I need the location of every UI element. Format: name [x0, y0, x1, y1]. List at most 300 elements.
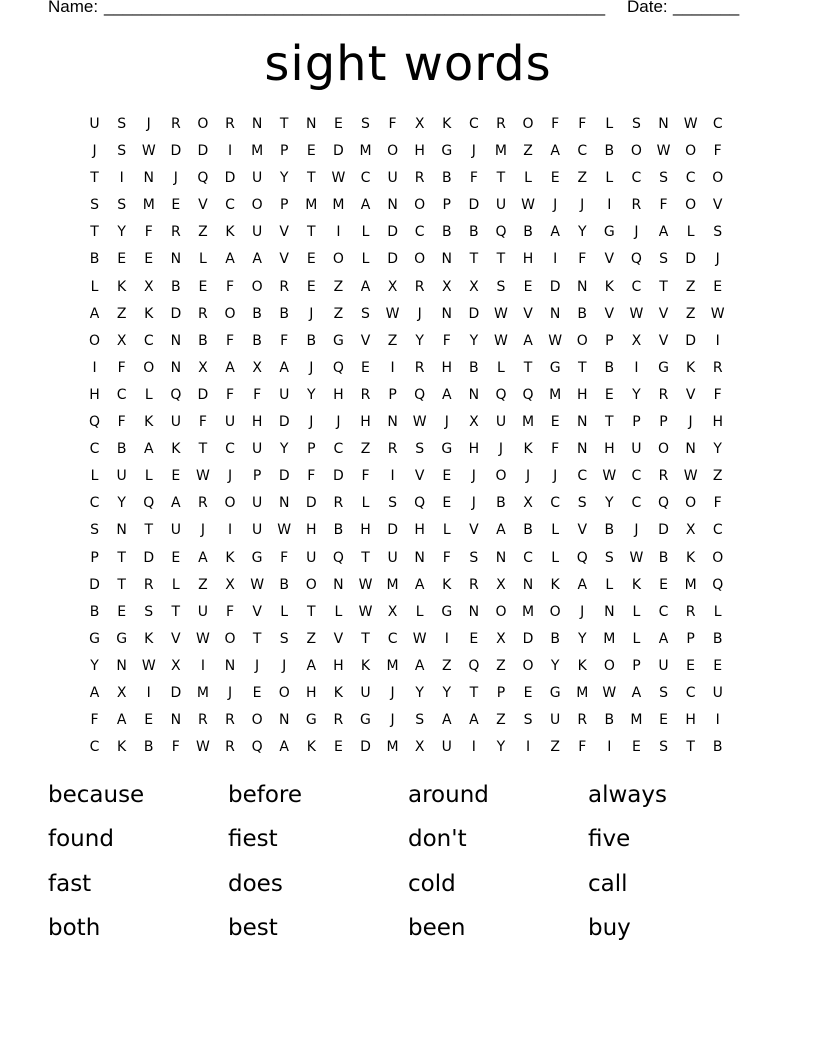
grid-letter: N	[387, 414, 398, 431]
grid-letter: A	[360, 197, 371, 214]
grid-letter: M	[142, 197, 155, 214]
grid-letter: H	[306, 522, 317, 539]
grid-letter: U	[712, 684, 723, 701]
grid-letter: M	[251, 143, 264, 160]
grid-letter: Z	[685, 305, 696, 322]
grid-letter: O	[495, 603, 507, 620]
grid-letter: K	[442, 576, 452, 593]
word-bank-item: found	[48, 826, 114, 853]
grid-letter: I	[607, 739, 612, 756]
grid-letter: J	[309, 414, 314, 431]
grid-letter: K	[550, 576, 560, 593]
grid-letter: J	[498, 441, 504, 458]
grid-letter: B	[604, 522, 615, 539]
grid-letter: U	[306, 549, 317, 566]
grid-letter: S	[361, 116, 370, 132]
grid-letter: O	[414, 197, 426, 214]
grid-letter: E	[171, 197, 181, 214]
grid-letter: H	[468, 441, 480, 458]
grid-letter: Z	[387, 332, 398, 349]
word-bank-item: call	[588, 870, 628, 897]
grid-letter: U	[495, 197, 507, 214]
grid-letter: J	[634, 522, 639, 539]
grid-letter: D	[387, 224, 398, 241]
word-bank-item: both	[48, 914, 101, 941]
grid-letter: B	[604, 143, 615, 160]
grid-letter: N	[387, 197, 398, 214]
grid-letter: C	[116, 386, 127, 403]
word-bank-item: cold	[408, 870, 456, 897]
grid-letter: T	[307, 170, 316, 187]
grid-letter: D	[170, 143, 182, 160]
grid-letter: H	[333, 657, 344, 674]
grid-letter: C	[225, 441, 235, 458]
grid-letter: U	[279, 386, 290, 403]
grid-letter: A	[496, 522, 506, 539]
grid-letter: P	[252, 468, 262, 485]
grid-letter: S	[659, 739, 668, 756]
grid-letter: R	[685, 603, 696, 620]
grid-letter: A	[658, 224, 669, 241]
grid-letter: U	[251, 495, 263, 512]
grid-letter: A	[414, 576, 425, 593]
grid-letter: K	[333, 684, 343, 701]
grid-letter: J	[390, 712, 395, 729]
grid-letter: Z	[577, 170, 588, 187]
grid-letter: Z	[116, 305, 127, 322]
grid-letter: X	[469, 414, 479, 431]
grid-letter: U	[116, 468, 127, 485]
grid-letter: I	[390, 468, 395, 485]
grid-letter: C	[89, 441, 100, 458]
grid-letter: K	[144, 414, 154, 431]
grid-letter: O	[685, 495, 697, 512]
grid-letter: J	[255, 657, 260, 674]
grid-letter: U	[197, 603, 209, 620]
grid-letter: D	[170, 684, 182, 701]
grid-letter: J	[282, 657, 287, 674]
grid-letter: Z	[333, 278, 344, 295]
grid-letter: W	[385, 305, 400, 322]
grid-letter: L	[144, 386, 153, 403]
name-label: Name:	[48, 0, 99, 16]
grid-letter: D	[197, 143, 209, 160]
grid-letter: T	[307, 224, 316, 241]
grid-letter: G	[332, 332, 344, 349]
grid-letter: D	[333, 143, 344, 160]
grid-letter: O	[522, 657, 534, 674]
grid-letter: V	[252, 603, 262, 620]
grid-letter: D	[685, 251, 696, 268]
grid-letter: F	[144, 224, 153, 241]
grid-letter: X	[441, 278, 452, 295]
grid-letter: T	[523, 359, 533, 376]
grid-letter: J	[634, 224, 639, 241]
grid-letter: T	[469, 684, 479, 701]
grid-letter: Q	[414, 386, 426, 403]
grid-letter: I	[471, 739, 476, 756]
grid-letter: A	[414, 657, 425, 674]
grid-letter: O	[685, 143, 697, 160]
grid-letter: V	[685, 386, 696, 403]
grid-letter: E	[252, 684, 262, 701]
grid-letter: C	[225, 197, 235, 214]
grid-letter: T	[117, 549, 126, 566]
grid-letter: S	[604, 549, 614, 566]
grid-letter: B	[279, 305, 289, 322]
grid-letter: F	[713, 143, 722, 160]
grid-letter: N	[468, 603, 480, 620]
grid-letter: X	[414, 739, 425, 756]
grid-letter: H	[414, 143, 425, 160]
grid-letter: B	[604, 359, 615, 376]
grid-letter: V	[577, 522, 588, 539]
grid-letter: J	[336, 414, 341, 431]
grid-letter: P	[279, 197, 289, 214]
grid-letter: O	[414, 251, 426, 268]
grid-letter: J	[173, 170, 178, 187]
grid-letter: R	[658, 386, 669, 403]
grid-letter: S	[117, 116, 127, 132]
grid-letter: S	[361, 305, 370, 322]
grid-letter: R	[414, 170, 425, 187]
grid-letter: D	[170, 305, 182, 322]
grid-letter: B	[496, 495, 506, 512]
grid-letter: D	[197, 386, 209, 403]
grid-letter: W	[629, 549, 644, 566]
grid-letter: Z	[198, 224, 208, 241]
grid-letter: R	[658, 468, 669, 485]
grid-letter: B	[577, 305, 588, 322]
grid-letter: R	[712, 359, 723, 376]
grid-letter: E	[333, 116, 343, 132]
grid-letter: F	[253, 386, 262, 403]
grid-letter: X	[252, 359, 262, 376]
grid-letter: Y	[713, 441, 722, 458]
grid-letter: C	[143, 332, 154, 349]
grid-letter: F	[225, 332, 235, 349]
grid-letter: T	[605, 414, 614, 431]
word-bank-item: been	[408, 914, 466, 941]
grid-letter: A	[89, 305, 100, 322]
grid-letter: J	[553, 197, 558, 214]
grid-letter: A	[171, 495, 181, 512]
grid-letter: B	[252, 332, 262, 349]
grid-letter: C	[712, 116, 723, 132]
grid-letter: C	[631, 278, 642, 295]
grid-letter: I	[607, 197, 612, 214]
grid-letter: Y	[632, 386, 641, 403]
grid-letter: E	[361, 359, 370, 376]
grid-letter: J	[580, 197, 585, 214]
grid-letter: K	[360, 657, 371, 674]
grid-letter: P	[442, 197, 451, 214]
grid-letter: F	[578, 739, 587, 756]
grid-letter: G	[116, 630, 128, 647]
word-bank-item: before	[228, 782, 303, 808]
grid-letter: W	[548, 332, 563, 349]
grid-letter: W	[250, 576, 265, 593]
grid-letter: N	[170, 712, 182, 729]
grid-letter: B	[306, 332, 317, 349]
grid-letter: X	[631, 332, 642, 349]
grid-letter: L	[361, 251, 370, 268]
grid-letter: C	[658, 603, 669, 620]
word-bank-item: fast	[48, 870, 92, 897]
grid-letter: A	[631, 684, 642, 701]
grid-letter: A	[198, 549, 208, 566]
grid-letter: X	[171, 657, 181, 674]
grid-letter: A	[360, 278, 371, 295]
grid-letter: E	[117, 603, 127, 620]
grid-letter: L	[334, 603, 343, 620]
grid-letter: K	[686, 549, 696, 566]
grid-letter: H	[685, 712, 696, 729]
grid-letter: O	[251, 278, 263, 295]
grid-letter: W	[196, 630, 210, 647]
grid-letter: K	[604, 278, 614, 295]
grid-letter: I	[336, 224, 341, 241]
grid-letter: Q	[576, 549, 588, 566]
grid-letter: L	[605, 170, 614, 187]
grid-letter: Y	[577, 630, 587, 647]
grid-letter: J	[688, 414, 693, 431]
grid-letter: B	[198, 332, 208, 349]
grid-letter: R	[414, 359, 425, 376]
grid-letter: S	[659, 251, 668, 268]
grid-letter: K	[523, 441, 533, 458]
grid-letter: W	[141, 143, 156, 160]
grid-letter: R	[333, 495, 344, 512]
grid-letter: J	[309, 305, 314, 322]
grid-letter: C	[387, 630, 398, 647]
grid-letter: E	[144, 712, 154, 729]
grid-letter: G	[549, 684, 561, 701]
grid-letter: D	[658, 522, 669, 539]
grid-letter: R	[225, 739, 235, 756]
grid-letter: O	[685, 197, 697, 214]
word-bank-item: best	[228, 914, 278, 941]
grid-letter: E	[469, 630, 479, 647]
grid-letter: W	[196, 468, 210, 485]
grid-letter: D	[305, 495, 317, 512]
grid-letter: Q	[89, 414, 101, 431]
grid-letter: J	[309, 359, 314, 376]
grid-letter: F	[713, 495, 722, 512]
grid-letter: Q	[170, 386, 182, 403]
grid-letter: N	[278, 712, 290, 729]
grid-letter: F	[713, 386, 722, 403]
grid-letter: P	[307, 441, 316, 458]
grid-letter: M	[196, 684, 209, 701]
grid-letter: E	[306, 278, 316, 295]
header-line	[48, 0, 748, 19]
grid-letter: M	[305, 197, 318, 214]
grid-letter: S	[279, 630, 289, 647]
grid-letter: D	[468, 197, 480, 214]
grid-letter: U	[251, 441, 263, 458]
grid-letter: R	[225, 712, 235, 729]
grid-letter: S	[659, 170, 668, 187]
grid-letter: H	[576, 386, 588, 403]
grid-letter: V	[523, 305, 533, 322]
grid-letter: E	[442, 468, 452, 485]
grid-letter: Y	[117, 495, 126, 512]
word-bank-item: five	[588, 826, 631, 853]
grid-letter: A	[279, 359, 289, 376]
grid-letter: I	[92, 359, 97, 376]
word-bank-item: buy	[588, 914, 631, 941]
grid-letter: M	[576, 684, 589, 701]
grid-letter: T	[90, 224, 99, 241]
grid-letter: W	[683, 116, 698, 132]
grid-letter: Y	[90, 657, 99, 674]
grid-letter: V	[333, 630, 344, 647]
grid-letter: N	[576, 278, 588, 295]
grid-letter: O	[387, 143, 399, 160]
grid-letter: N	[495, 549, 507, 566]
grid-letter: W	[602, 684, 617, 701]
grid-letter: K	[306, 739, 316, 756]
grid-letter: Q	[712, 576, 724, 593]
grid-letter: O	[278, 684, 290, 701]
grid-letter: T	[252, 630, 262, 647]
grid-letter: E	[306, 251, 316, 268]
grid-letter: N	[170, 251, 182, 268]
grid-letter: Z	[685, 278, 696, 295]
grid-letter: C	[523, 549, 533, 566]
grid-letter: L	[361, 495, 370, 512]
grid-letter: U	[224, 414, 236, 431]
grid-letter: U	[251, 224, 263, 241]
grid-letter: M	[549, 386, 562, 403]
grid-letter: D	[387, 522, 398, 539]
grid-letter: R	[333, 712, 344, 729]
grid-letter: E	[604, 386, 614, 403]
grid-letter: W	[412, 630, 427, 647]
grid-letter: F	[551, 116, 560, 132]
grid-letter: F	[225, 386, 235, 403]
grid-letter: F	[307, 468, 316, 485]
grid-letter: E	[306, 143, 316, 160]
grid-letter: B	[523, 224, 533, 241]
grid-letter: B	[171, 278, 181, 295]
grid-letter: H	[414, 522, 425, 539]
grid-letter: D	[522, 630, 534, 647]
grid-letter: L	[551, 522, 560, 539]
grid-letter: M	[359, 143, 372, 160]
grid-letter: R	[387, 441, 398, 458]
grid-letter: C	[577, 143, 588, 160]
grid-letter: B	[712, 739, 723, 756]
grid-letter: B	[469, 224, 479, 241]
grid-letter: L	[415, 603, 424, 620]
grid-letter: M	[386, 576, 399, 593]
grid-letter: S	[469, 549, 479, 566]
grid-letter: F	[171, 739, 180, 756]
grid-letter: N	[170, 359, 182, 376]
grid-letter: L	[497, 359, 505, 376]
grid-letter: D	[143, 549, 155, 566]
grid-letter: A	[550, 143, 560, 160]
grid-letter: F	[280, 549, 289, 566]
grid-letter: C	[550, 495, 561, 512]
grid-letter: K	[225, 549, 235, 566]
grid-letter: W	[331, 170, 346, 187]
grid-letter: K	[117, 278, 127, 295]
grid-letter: Q	[495, 224, 507, 241]
grid-letter: S	[713, 224, 723, 241]
grid-letter: F	[578, 116, 587, 132]
grid-letter: B	[89, 603, 100, 620]
grid-letter: H	[604, 441, 615, 458]
grid-letter: A	[550, 224, 560, 241]
grid-letter: L	[280, 603, 289, 620]
grid-letter: S	[659, 684, 668, 701]
grid-letter: V	[198, 197, 208, 214]
grid-letter: I	[525, 739, 531, 756]
grid-letter: Y	[442, 684, 452, 701]
grid-letter: U	[251, 170, 263, 187]
word-bank-item: always	[588, 782, 667, 808]
grid-letter: F	[442, 332, 451, 349]
grid-letter: C	[89, 739, 100, 756]
grid-letter: V	[279, 251, 289, 268]
grid-letter: O	[197, 116, 209, 132]
grid-letter: P	[659, 414, 668, 431]
grid-letter: T	[90, 170, 99, 187]
grid-letter: E	[171, 549, 181, 566]
grid-letter: A	[89, 684, 100, 701]
grid-letter: E	[523, 278, 533, 295]
grid-letter: O	[251, 712, 263, 729]
grid-letter: P	[279, 143, 289, 160]
grid-letter: X	[496, 630, 506, 647]
grid-letter: O	[224, 305, 236, 322]
grid-letter: O	[89, 332, 101, 349]
grid-letter: R	[198, 305, 208, 322]
grid-letter: C	[685, 170, 696, 187]
grid-letter: N	[116, 522, 127, 539]
grid-letter: S	[117, 197, 127, 214]
grid-letter: N	[576, 441, 588, 458]
grid-letter: M	[494, 143, 507, 160]
grid-letter: E	[713, 657, 723, 674]
grid-letter: A	[116, 712, 127, 729]
grid-letter: X	[387, 278, 398, 295]
grid-letter: U	[631, 441, 642, 458]
grid-letter: K	[442, 116, 452, 132]
grid-letter: V	[712, 197, 723, 214]
grid-letter: A	[658, 630, 669, 647]
grid-letter: X	[116, 332, 127, 349]
grid-letter: X	[523, 495, 533, 512]
grid-letter: A	[143, 441, 154, 458]
grid-letter: Q	[143, 495, 155, 512]
grid-letter: C	[712, 522, 723, 539]
grid-letter: C	[89, 495, 100, 512]
grid-letter: I	[227, 522, 233, 539]
grid-letter: T	[198, 441, 208, 458]
grid-letter: F	[280, 332, 289, 349]
grid-letter: Q	[332, 549, 344, 566]
grid-letter: O	[630, 143, 642, 160]
grid-letter: F	[225, 603, 235, 620]
grid-letter: F	[442, 549, 451, 566]
grid-letter: I	[444, 630, 449, 647]
grid-letter: Z	[523, 143, 533, 160]
grid-letter: O	[495, 468, 507, 485]
